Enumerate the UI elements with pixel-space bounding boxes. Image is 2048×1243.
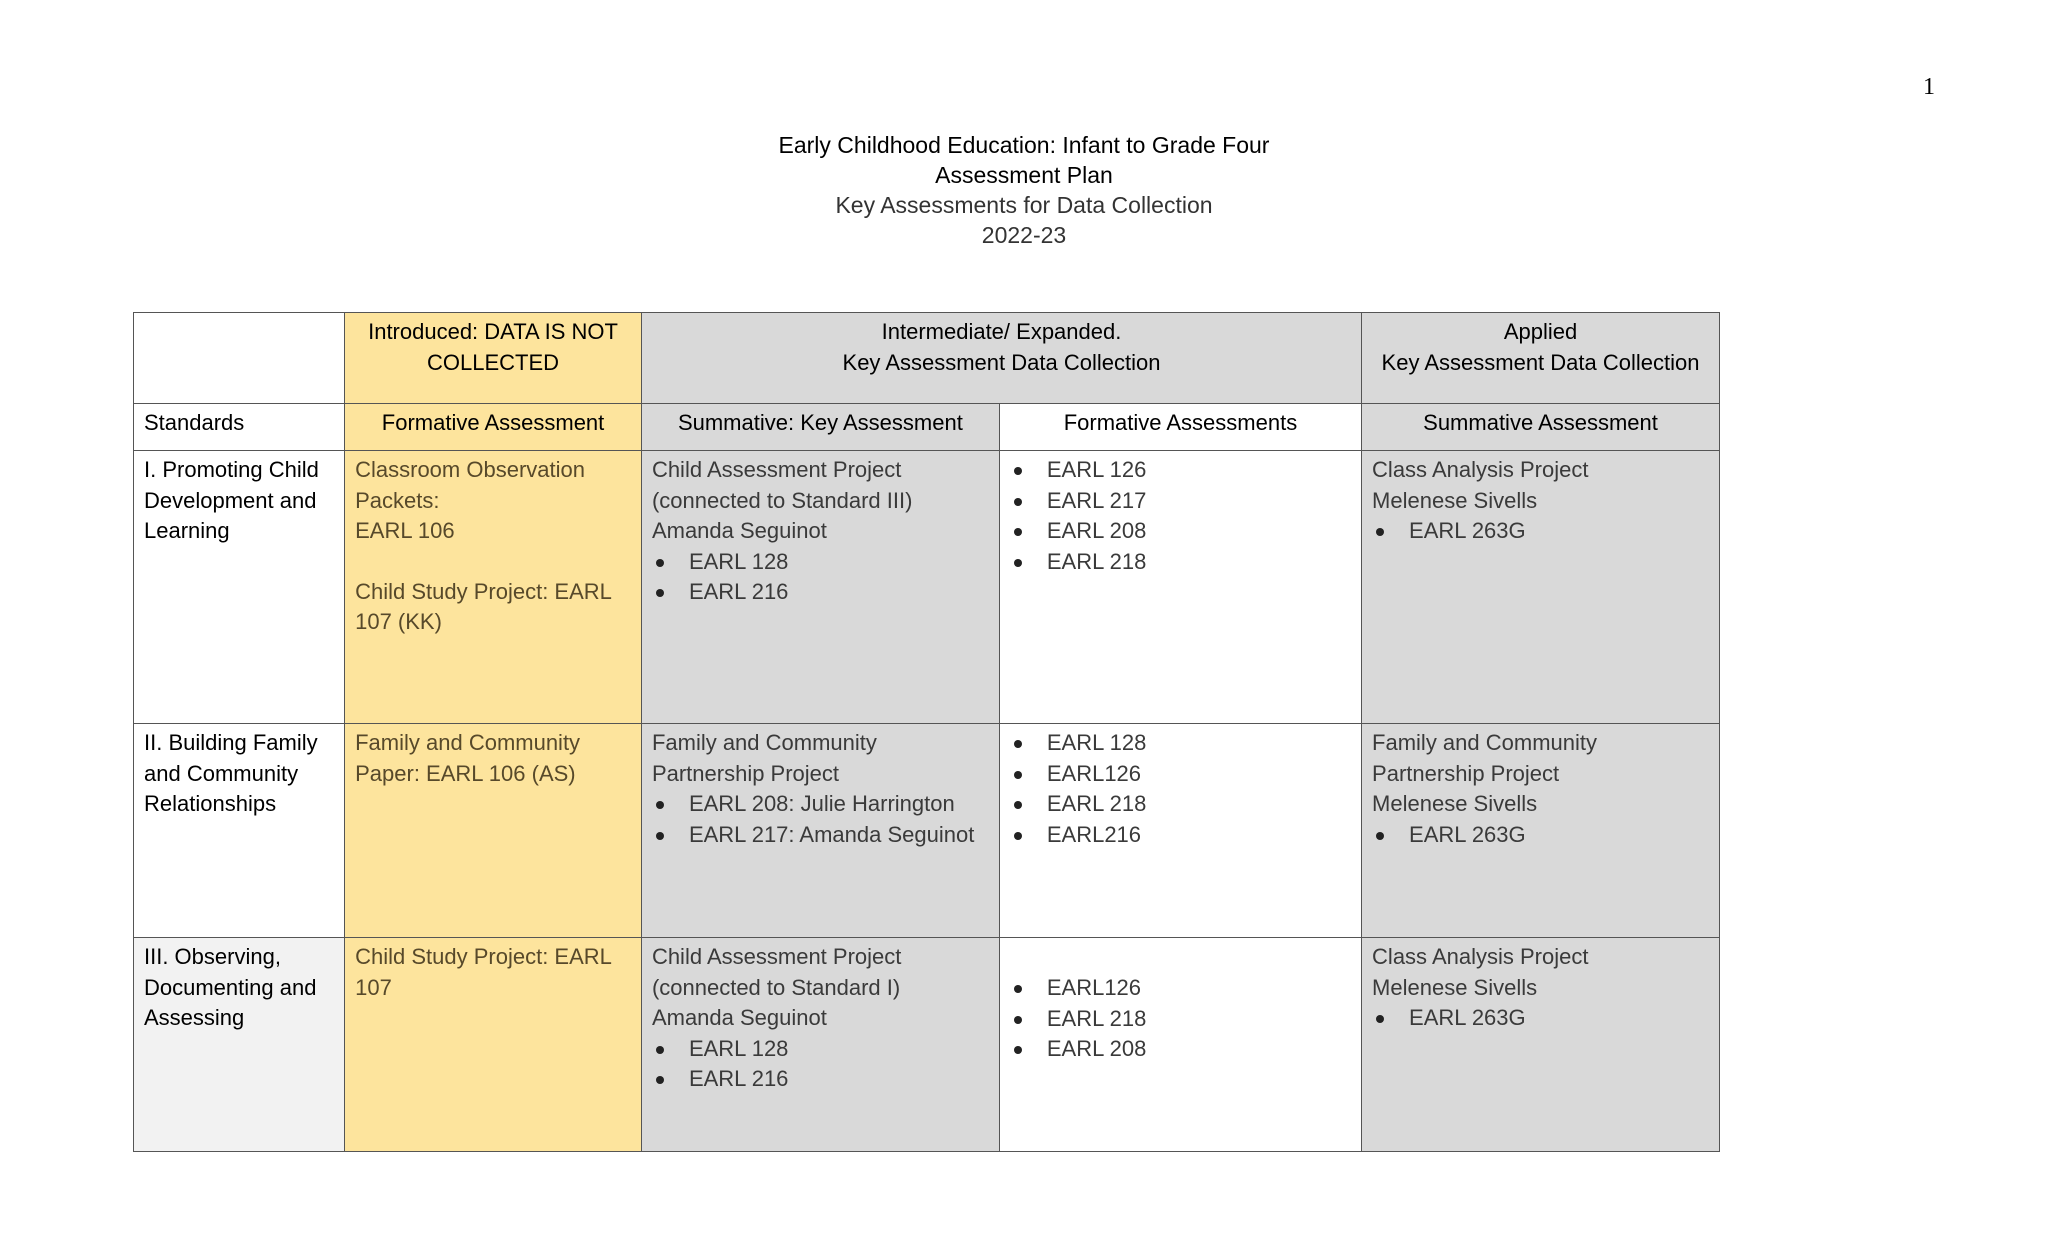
summative-text: (connected to Standard I)	[651, 974, 901, 1000]
list-item: EARL 208: Julie Harrington	[652, 789, 989, 820]
applied-text: Melenese Sivells	[1372, 791, 1538, 816]
table-subheader-row	[134, 404, 1720, 451]
applied-summative-cell	[1362, 451, 1720, 724]
standard-cell: I. Promoting Child Development and Learning	[134, 451, 345, 724]
summative-key-cell	[641, 451, 999, 724]
list-item: EARL 218	[1010, 789, 1351, 820]
intermediate-header-line2: Key Assessment Data Collection	[842, 349, 1161, 375]
list-item: EARL 217: Amanda Seguinot	[652, 820, 989, 851]
applied-text: Class Analysis Project	[1372, 944, 1589, 969]
summative-text: Child Assessment Project	[651, 457, 902, 482]
course-list	[1372, 1003, 1709, 1034]
summative-text: Amanda Seguinot	[651, 1005, 827, 1030]
introduced-cell	[345, 724, 642, 938]
applied-header-line2: Key Assessment Data Collection	[1381, 349, 1700, 375]
formative-assessments-cell	[999, 938, 1361, 1152]
document-subtitle: Assessment Plan	[935, 162, 1113, 188]
list-item: EARL 216	[652, 1064, 989, 1095]
applied-text: Partnership Project	[1372, 760, 1560, 786]
applied-text: Family and Community	[1372, 730, 1597, 755]
summative-text: Amanda Seguinot	[651, 518, 827, 543]
intermediate-header	[641, 313, 1361, 404]
document-description: Key Assessments for Data Collection	[835, 192, 1213, 218]
list-item: EARL 263G	[1372, 820, 1709, 851]
standard-cell: III. Observing, Documenting and Assessing	[134, 938, 345, 1152]
course-list	[652, 547, 989, 608]
table-row	[134, 451, 1720, 724]
applied-summative-cell	[1362, 724, 1720, 938]
list-item: EARL 126	[1010, 455, 1351, 486]
list-item: EARL126	[1010, 759, 1351, 790]
course-list	[1010, 973, 1351, 1065]
intermediate-header-line1: Intermediate/ Expanded.	[881, 319, 1122, 344]
assessment-plan-table	[133, 312, 1720, 1152]
summative-assessment-header: Summative Assessment	[1362, 404, 1720, 451]
formative-assessment-header: Formative Assessment	[345, 404, 642, 451]
applied-text: Melenese Sivells	[1372, 974, 1538, 1000]
list-item: EARL 216	[652, 577, 989, 608]
summative-key-cell	[641, 724, 999, 938]
list-item: EARL 218	[1010, 547, 1351, 578]
academic-year: 2022-23	[981, 222, 1067, 248]
applied-text: Melenese Sivells	[1372, 487, 1538, 513]
introduced-cell	[345, 938, 642, 1152]
course-list	[1010, 728, 1351, 850]
list-item: EARL216	[1010, 820, 1351, 851]
list-item: EARL126	[1010, 973, 1351, 1004]
list-item: EARL 263G	[1372, 516, 1709, 547]
list-item: EARL 217	[1010, 486, 1351, 517]
introduced-text: Child Study Project: EARL 107 (KK)	[355, 578, 612, 634]
document-title: Early Childhood Education: Infant to Grade Four	[778, 132, 1270, 158]
course-list	[652, 1034, 989, 1095]
standards-header: Standards	[134, 404, 345, 451]
table-row	[134, 938, 1720, 1152]
table-row	[134, 724, 1720, 938]
introduced-cell	[345, 451, 642, 724]
table-header-row	[134, 313, 1720, 404]
introduced-header: Introduced: DATA IS NOT COLLECTED	[345, 313, 642, 404]
list-item: EARL 128	[1010, 728, 1351, 759]
formative-assessments-cell	[999, 724, 1361, 938]
course-list	[1372, 516, 1709, 547]
applied-summative-cell	[1362, 938, 1720, 1152]
document-header	[0, 130, 2048, 250]
summative-key-assessment-header: Summative: Key Assessment	[641, 404, 999, 451]
summative-text: Family and Community	[651, 730, 877, 755]
introduced-text: Family and Community Paper: EARL 106 (AS)	[355, 730, 581, 786]
list-item: EARL 128	[652, 1034, 989, 1065]
formative-assessments-cell	[999, 451, 1361, 724]
standard-cell: II. Building Family and Community Relationships	[134, 724, 345, 938]
list-item: EARL 128	[652, 547, 989, 578]
applied-text: Class Analysis Project	[1372, 457, 1589, 482]
summative-text: Child Assessment Project	[651, 944, 902, 969]
introduced-text: Child Study Project: EARL 107	[355, 944, 612, 1000]
list-item: EARL 208	[1010, 516, 1351, 547]
course-list	[1372, 820, 1709, 851]
summative-text: Partnership Project	[651, 760, 840, 786]
page-number: 1	[1923, 74, 1935, 100]
empty-corner-cell	[134, 313, 345, 404]
course-list	[652, 789, 989, 850]
applied-header-line1: Applied	[1503, 319, 1578, 344]
introduced-text: EARL 106	[355, 518, 455, 543]
list-item: EARL 208	[1010, 1034, 1351, 1065]
formative-assessments-header: Formative Assessments	[999, 404, 1361, 451]
course-list	[1010, 455, 1351, 577]
applied-header	[1362, 313, 1720, 404]
list-item: EARL 263G	[1372, 1003, 1709, 1034]
introduced-text: Classroom Observation Packets:	[355, 457, 585, 513]
summative-key-cell	[641, 938, 999, 1152]
list-item: EARL 218	[1010, 1004, 1351, 1035]
summative-text: (connected to Standard III)	[651, 487, 913, 513]
